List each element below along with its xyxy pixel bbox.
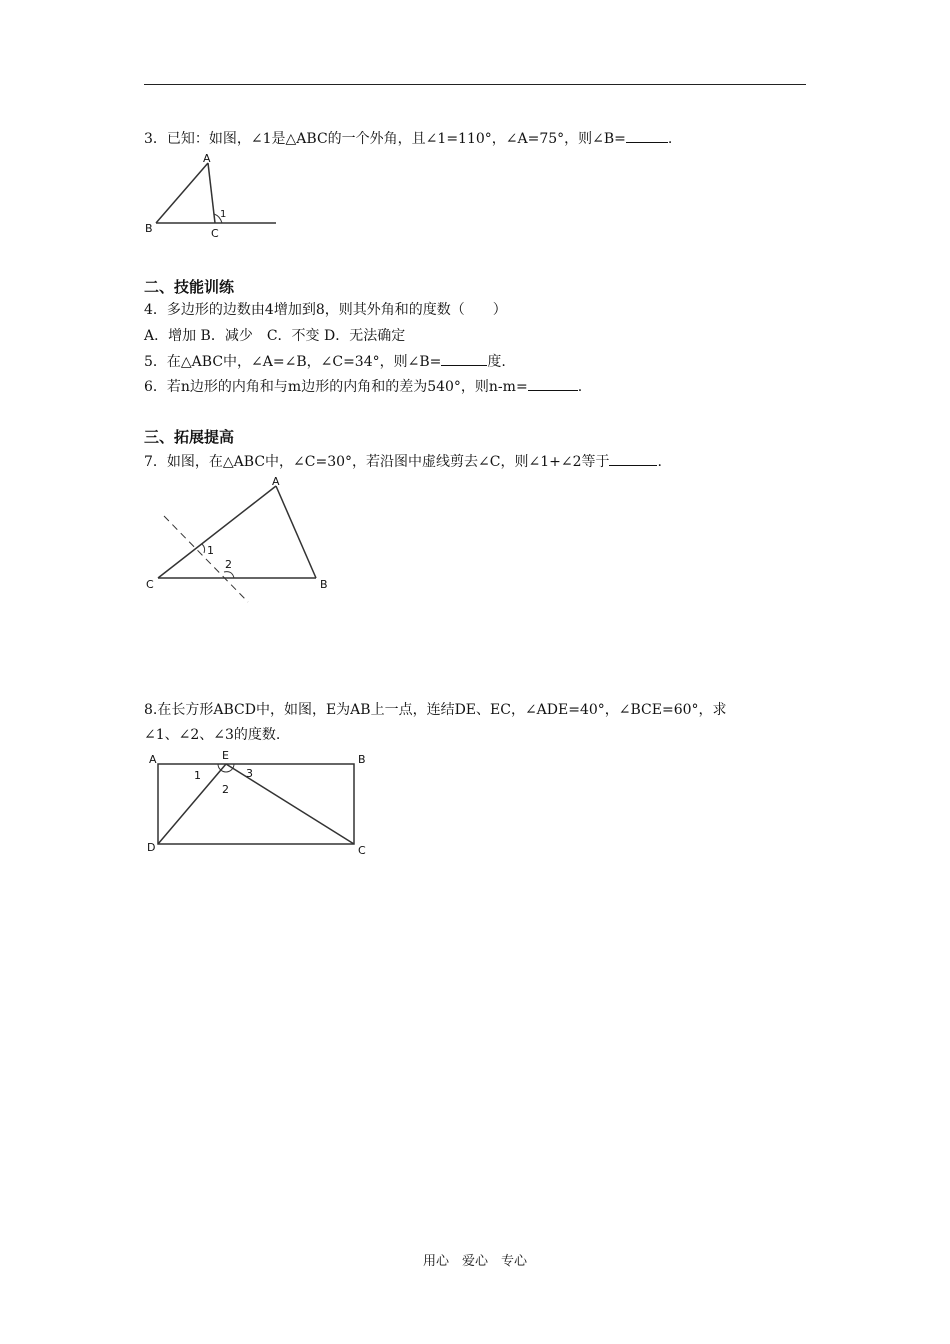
figure-q8-rectangle [140, 746, 380, 861]
question-4: 4．多边形的边数由4增加到8，则其外角和的度数（ ） [144, 302, 507, 318]
label-b: B [358, 753, 366, 766]
label-angle-1: 1 [194, 769, 201, 782]
label-angle-1: 1 [207, 544, 214, 557]
question-6-text: 6．若n边形的内角和与m边形的内角和的差为540°，则n-m= [144, 379, 528, 395]
question-5 [144, 351, 506, 372]
label-a: A [272, 475, 280, 488]
footer-text: 用心 爱心 专心 [422, 1254, 527, 1269]
question-4-options: A．增加 B．减少 C．不变 D．无法确定 [144, 328, 406, 344]
cut-dashed-line [164, 516, 248, 602]
section-2-title: 二、技能训练 [144, 278, 235, 296]
label-a: A [203, 152, 211, 165]
question-5-end: 度. [487, 354, 506, 370]
label-angle-1: 1 [220, 209, 227, 220]
label-c: C [211, 227, 219, 240]
question-7-text: 7．如图，在△ABC中，∠C=30°，若沿图中虚线剪去∠C，则∠1+∠2等于 [144, 454, 610, 470]
figure-q3-triangle [140, 148, 285, 243]
question-3-end: . [667, 131, 673, 147]
answer-blank [609, 451, 657, 466]
answer-blank [528, 376, 578, 391]
answer-blank [441, 351, 487, 366]
label-c: C [146, 578, 154, 591]
figure-q7-triangle [140, 470, 340, 610]
answer-blank [626, 128, 668, 143]
label-angle-3: 3 [246, 767, 253, 780]
label-angle-2: 2 [225, 558, 232, 571]
angle-1-arc [202, 544, 205, 553]
question-6-end: . [577, 379, 583, 395]
label-e: E [222, 749, 229, 762]
section-3-title: 三、拓展提高 [144, 428, 235, 446]
segment-de [158, 764, 226, 844]
question-3 [144, 128, 672, 149]
side-ac [208, 163, 215, 223]
side-ab [276, 486, 316, 578]
rectangle-abcd [158, 764, 354, 844]
label-d: D [147, 841, 156, 854]
question-7-end: . [657, 454, 662, 470]
side-ab [156, 163, 208, 223]
question-6 [144, 376, 582, 397]
label-b: B [145, 222, 153, 235]
label-c: C [358, 844, 366, 857]
label-b: B [320, 578, 328, 591]
question-8-line-1: 8.在长方形ABCD中，如图，E为AB上一点，连结DE、EC，∠ADE=40°，∠BCE=60°，求 [144, 702, 727, 718]
label-angle-2: 2 [222, 783, 229, 796]
question-7 [144, 451, 662, 472]
question-3-text: 3．已知：如图，∠1是△ABC的一个外角，且∠1=110°，∠A=75°，则∠B= [144, 131, 626, 147]
label-a: A [149, 753, 157, 766]
header-rule [144, 84, 806, 85]
side-ca [158, 486, 276, 578]
question-5-text: 5．在△ABC中，∠A=∠B，∠C=34°，则∠B= [144, 354, 442, 370]
angle-2-arc [224, 572, 234, 578]
question-8-line-2: ∠1、∠2、∠3的度数. [144, 727, 281, 743]
